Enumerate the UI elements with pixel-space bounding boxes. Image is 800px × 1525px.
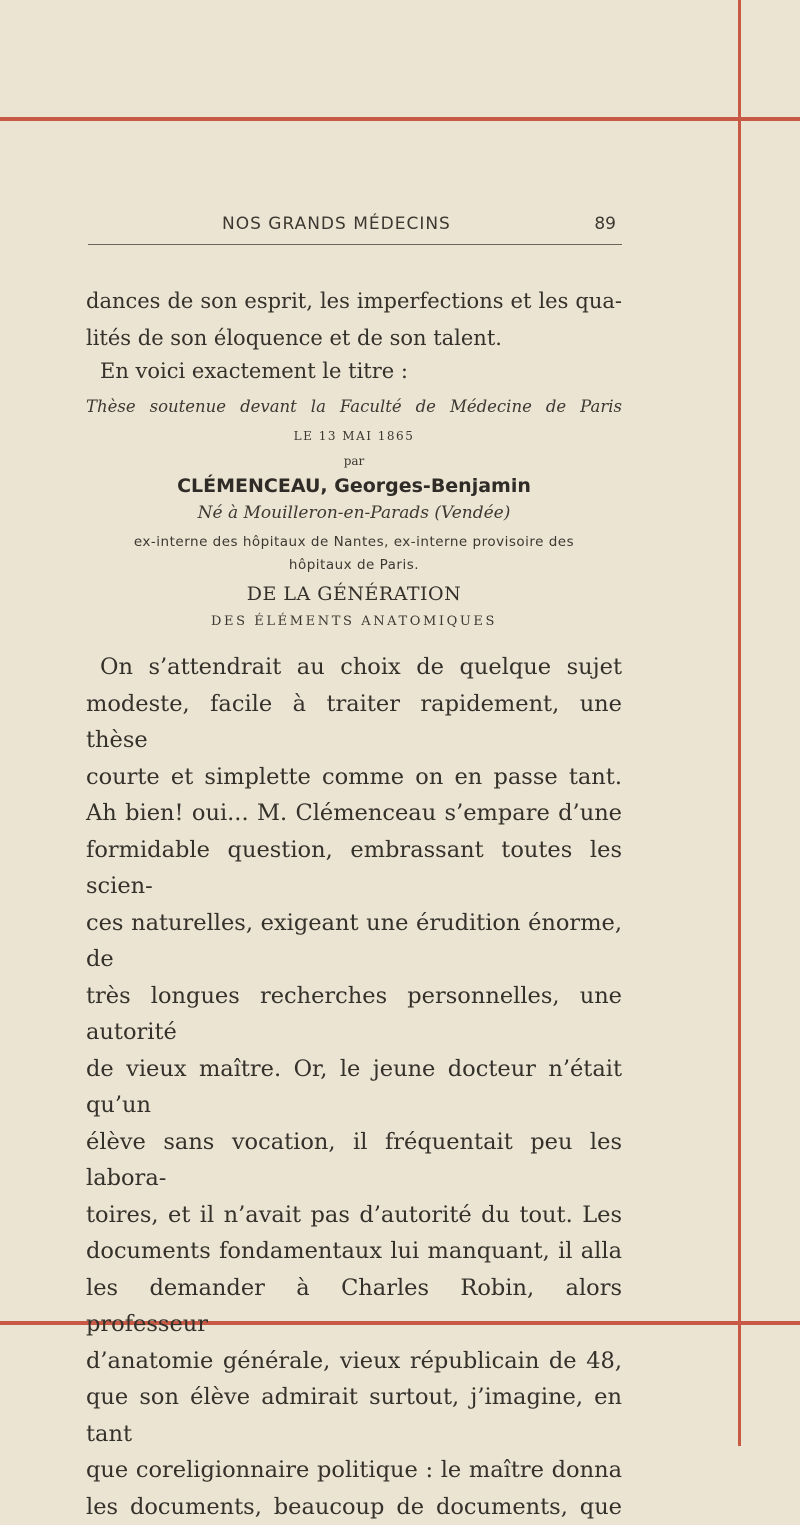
title-intro <box>86 353 622 390</box>
text-line: modeste, facile à traiter rapidement, une thèse <box>86 686 622 759</box>
thesis-qualifications <box>86 531 622 577</box>
text-line: les documents, beaucoup de documents, que <box>86 1489 622 1525</box>
thesis-subject: DE LA GÉNÉRATION <box>86 583 622 605</box>
text-line: documents fondamentaux lui manquant, il alla <box>86 1233 622 1270</box>
text-line: En voici exactement le titre : <box>86 353 622 390</box>
text-line: On s’attendrait au choix de quelque sujet <box>86 649 622 686</box>
text-line: dances de son esprit, les imperfections et les qua- <box>86 283 622 320</box>
text-line: ces naturelles, exigeant une érudition énorme, de <box>86 905 622 978</box>
text-line: courte et simplette comme on en passe tant. <box>86 759 622 796</box>
text-line: toires, et il n’avait pas d’autorité du tout. Les <box>86 1197 622 1234</box>
qualifications-line: ex-interne des hôpitaux de Nantes, ex-interne provisoire des <box>86 531 622 554</box>
thesis-date: LE 13 MAI 1865 <box>86 429 622 443</box>
text-line: lités de son éloquence et de son talent. <box>86 320 622 357</box>
body-paragraph <box>86 649 622 1525</box>
header-rule <box>88 244 622 245</box>
page-number: 89 <box>594 214 616 234</box>
thesis-birth: Né à Mouilleron-en-Parads (Vendée) <box>86 503 622 523</box>
text-line: que son élève admirait surtout, j’imagine, en tant <box>86 1379 622 1452</box>
intro-paragraph <box>86 283 622 356</box>
running-title: NOS GRANDS MÉDECINS <box>222 214 451 234</box>
top-crop-rule <box>0 117 800 121</box>
right-crop-rule <box>738 0 741 1446</box>
text-line: très longues recherches personnelles, une autorité <box>86 978 622 1051</box>
thesis-author: CLÉMENCEAU, Georges-Benjamin <box>86 475 622 497</box>
text-line: formidable question, embrassant toutes les scien- <box>86 832 622 905</box>
text-line: d’anatomie générale, vieux républicain de 48, <box>86 1343 622 1380</box>
text-line: que coreligionnaire politique : le maître donna <box>86 1452 622 1489</box>
thesis-subsubject: DES ÉLÉMENTS ANATOMIQUES <box>86 614 622 629</box>
thesis-par: par <box>86 454 622 468</box>
qualifications-line: hôpitaux de Paris. <box>86 554 622 577</box>
text-line: élève sans vocation, il fréquentait peu les labora- <box>86 1124 622 1197</box>
text-line: de vieux maître. Or, le jeune docteur n’était qu’un <box>86 1051 622 1124</box>
thesis-title: Thèse soutenue devant la Faculté de Médecine de Paris <box>86 397 622 416</box>
text-line: les demander à Charles Robin, alors professeur <box>86 1270 622 1343</box>
running-header <box>88 212 622 244</box>
text-line: Ah bien! oui... M. Clémenceau s’empare d’une <box>86 795 622 832</box>
